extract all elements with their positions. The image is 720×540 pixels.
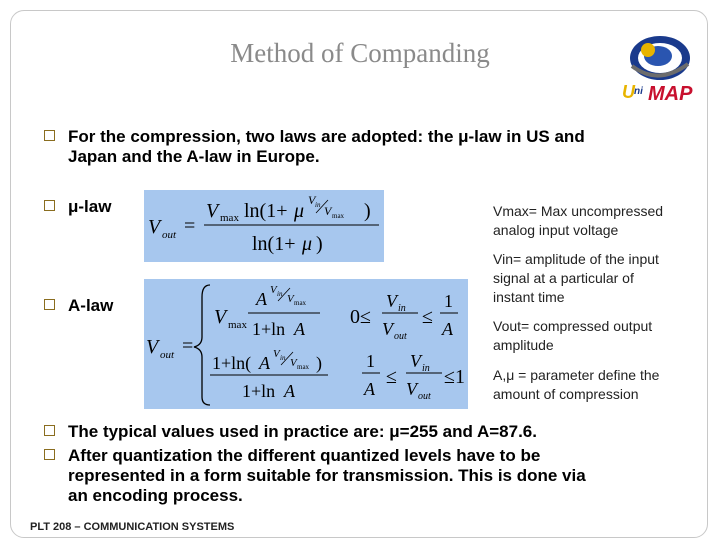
svg-text:in: in (280, 354, 286, 362)
svg-text:1+ln: 1+ln (252, 319, 286, 339)
svg-text:): ) (364, 200, 371, 222)
svg-text:V: V (308, 193, 316, 207)
note-vin-line3: instant time (493, 289, 565, 305)
bullet-a-law-label: A-law (68, 296, 114, 315)
note-vin-line2: signal at a particular of (493, 270, 634, 286)
svg-text:ln(1+: ln(1+ (244, 200, 288, 222)
svg-text:=: = (182, 335, 194, 357)
svg-text:V: V (290, 357, 297, 369)
footer-course: PLT 208 – COMMUNICATION SYSTEMS (30, 521, 235, 533)
svg-text:V: V (146, 336, 159, 358)
svg-text:0≤: 0≤ (350, 306, 371, 328)
svg-text:ni: ni (634, 86, 643, 97)
svg-text:V: V (214, 306, 227, 328)
svg-text:=: = (184, 215, 196, 237)
svg-text:≤: ≤ (422, 306, 433, 328)
note-parameter (493, 366, 659, 404)
note-vout (493, 317, 652, 355)
svg-text:μ: μ (302, 233, 313, 255)
bullet-after-line3: an encoding process. (68, 486, 243, 505)
mu-law-formula (144, 190, 384, 262)
bullet-typical-text: The typical values used in practice are: μ=255 and A=87.6. (68, 422, 537, 441)
svg-text:ln(1+: ln(1+ (252, 233, 296, 255)
svg-text:V: V (287, 293, 294, 305)
bullet-after-line2: represented in a form suitable for transmission. This is done via (68, 466, 586, 485)
unimap-logo (618, 20, 696, 108)
svg-text:V: V (273, 348, 280, 360)
svg-text:max: max (294, 299, 307, 307)
svg-text:A: A (256, 289, 267, 309)
a-law-formula (144, 279, 468, 409)
svg-text:out: out (418, 391, 431, 402)
svg-text:U: U (622, 82, 635, 102)
svg-text:MAP: MAP (648, 83, 693, 105)
svg-text:A: A (294, 319, 305, 339)
svg-text:max: max (297, 363, 310, 371)
svg-text:max: max (220, 212, 239, 224)
slide-title: Method of Companding (230, 38, 490, 68)
bullet-box-icon (44, 130, 55, 141)
svg-text:in: in (422, 363, 430, 374)
svg-text:A: A (259, 353, 270, 373)
svg-text:V: V (148, 216, 161, 238)
svg-text:V: V (324, 204, 332, 218)
svg-text:out: out (162, 229, 177, 241)
svg-text:in: in (315, 201, 321, 209)
bullet-box-icon (44, 449, 55, 460)
note-vin (493, 250, 659, 307)
note-vin-line1: Vin= amplitude of the input (493, 251, 659, 267)
bullet-mu-law-label: μ-law (68, 197, 112, 216)
bullet-intro-line2: Japan and the A-law in Europe. (68, 147, 320, 166)
bullet-after-line1: After quantization the different quantized levels have to be (68, 446, 541, 465)
svg-text:V: V (406, 379, 417, 399)
note-parameter-line1: A,μ = parameter define the (493, 367, 660, 383)
note-parameter-line2: amount of compression (493, 386, 639, 402)
note-vmax (493, 202, 663, 240)
svg-text:1: 1 (444, 291, 453, 311)
note-vout-line1: Vout= compressed output (493, 318, 653, 334)
svg-text:1+ln(: 1+ln( (212, 353, 252, 373)
svg-text:out: out (394, 331, 407, 342)
note-vout-line2: amplitude (493, 337, 554, 353)
svg-text:V: V (382, 319, 393, 339)
note-vmax-line1: Vmax= Max uncompressed (493, 203, 664, 219)
svg-text:): ) (316, 353, 322, 373)
svg-text:in: in (277, 290, 283, 298)
bullet-intro-line1: For the compression, two laws are adopted: the μ-law in US and (68, 127, 585, 146)
bullet-box-icon (44, 425, 55, 436)
svg-text:≤: ≤ (386, 366, 397, 388)
svg-text:A: A (284, 381, 295, 401)
svg-text:1: 1 (366, 351, 375, 371)
note-vmax-line2: analog input voltage (493, 222, 619, 238)
bullet-box-icon (44, 200, 55, 211)
svg-text:≤1: ≤1 (444, 366, 465, 388)
svg-text:V: V (410, 351, 421, 371)
svg-text:V: V (270, 284, 277, 296)
svg-text:out: out (160, 349, 175, 361)
svg-text:V: V (206, 200, 219, 222)
svg-text:max: max (332, 212, 345, 220)
svg-text:max: max (228, 319, 247, 331)
svg-text:μ: μ (294, 200, 305, 222)
svg-text:1+ln: 1+ln (242, 381, 276, 401)
bullet-box-icon (44, 299, 55, 310)
svg-text:V: V (386, 291, 397, 311)
svg-text:in: in (398, 303, 406, 314)
svg-text:A: A (364, 379, 375, 399)
svg-text:): ) (316, 233, 323, 255)
svg-text:A: A (442, 319, 453, 339)
